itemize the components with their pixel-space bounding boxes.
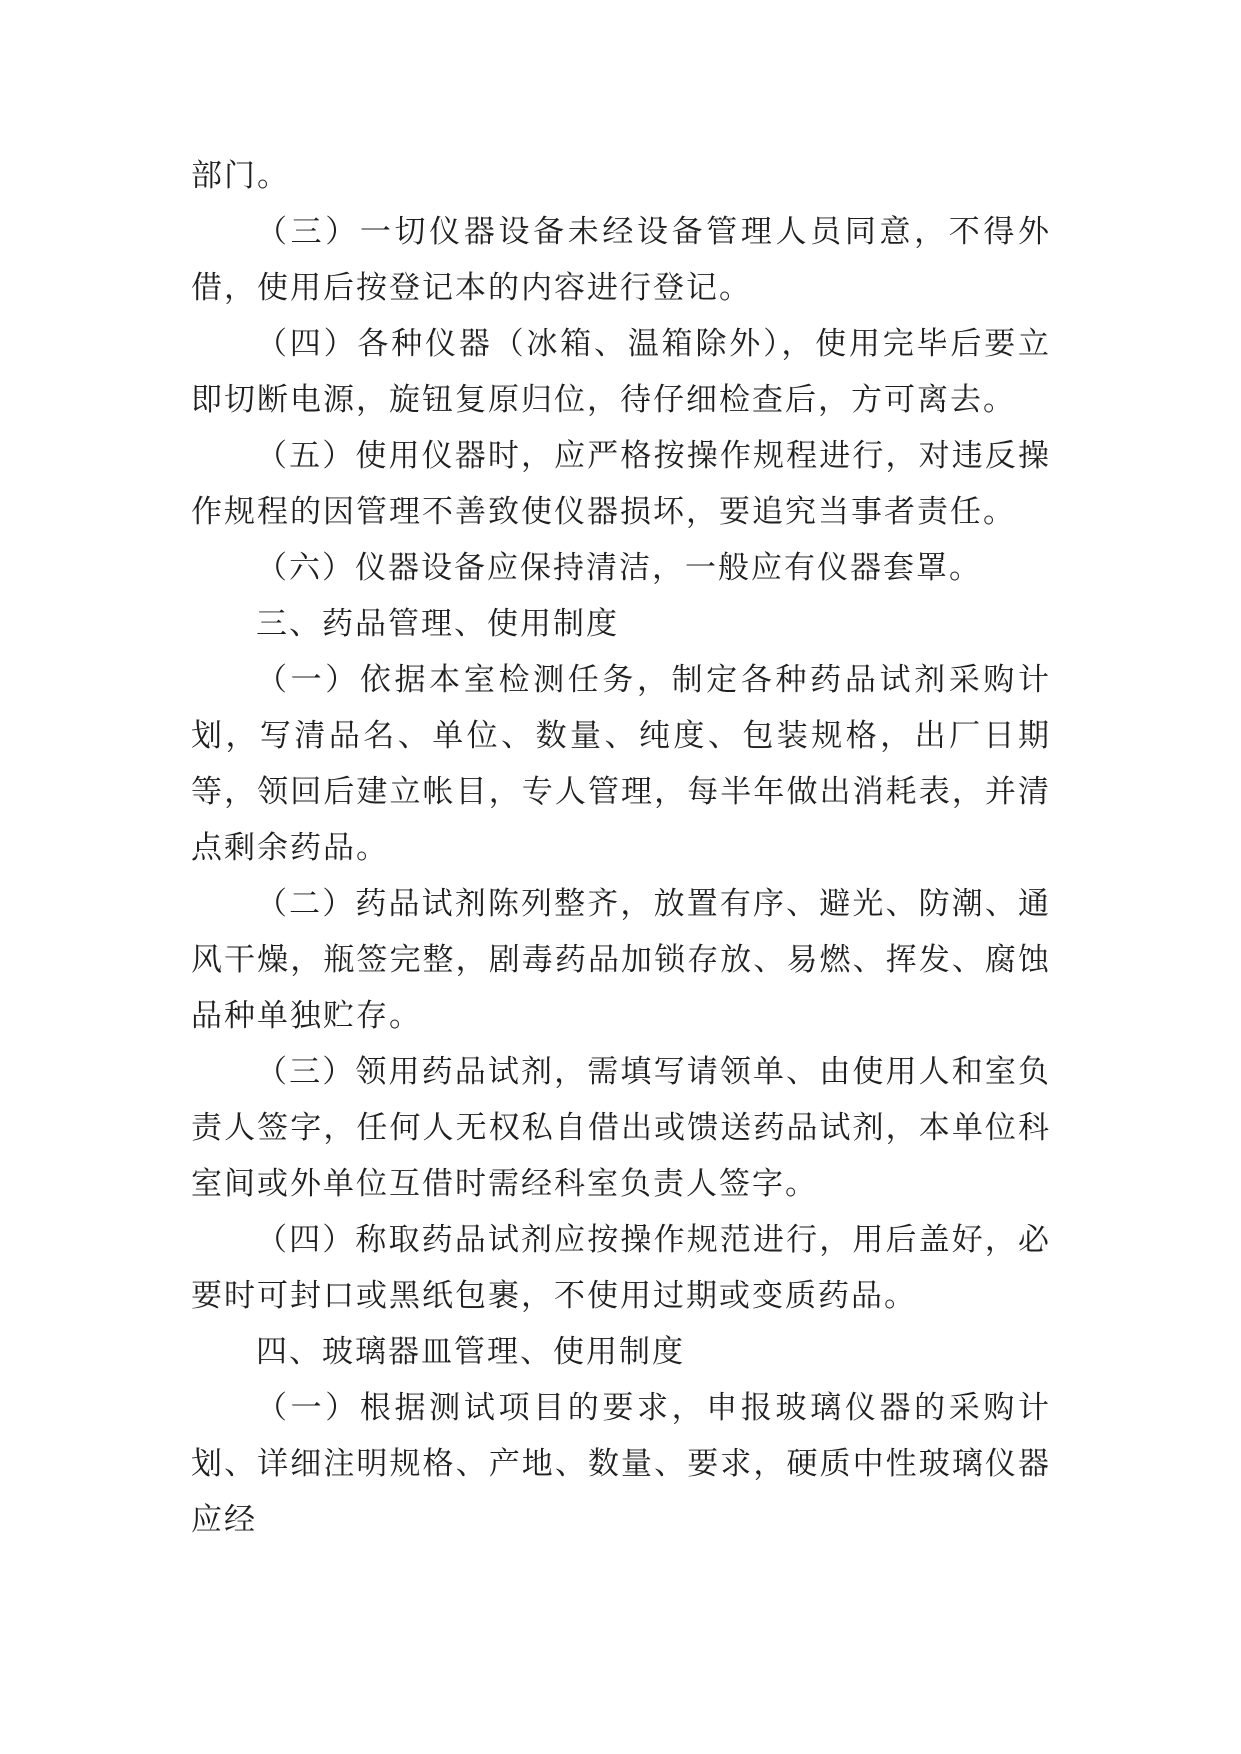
paragraph-operating-rules: （五）使用仪器时，应严格按操作规程进行，对违反操作规程的因管理不善致使仪器损坏，要追究当事者责任。: [191, 438, 1051, 530]
paragraph-cleanliness: （六）仪器设备应保持清洁，一般应有仪器套罩。: [256, 550, 982, 586]
paragraph-storage: （二）药品试剂陈列整齐，放置有序、避光、防潮、通风干燥，瓶签完整，剧毒药品加锁存放、易燃、挥发、腐蚀品种单独贮存。: [191, 886, 1051, 1034]
paragraph-continuation-department: 部门。: [191, 158, 290, 194]
paragraph-power-off: （四）各种仪器（冰箱、温箱除外），使用完毕后要立即切断电源，旋钮复原归位，待仔细检查后，方可离去。: [191, 326, 1051, 418]
paragraph-purchase-plan: （一）依据本室检测任务，制定各种药品试剂采购计划，写清品名、单位、数量、纯度、包装规格，出厂日期等，领回后建立帐目，专人管理，每半年做出消耗表，并清点剩余药品。: [191, 662, 1051, 866]
paragraph-equipment-lending: （三）一切仪器设备未经设备管理人员同意，不得外借，使用后按登记本的内容进行登记。: [191, 214, 1051, 306]
paragraph-glassware-purchase: （一）根据测试项目的要求，申报玻璃仪器的采购计划、详细注明规格、产地、数量、要求，硬质中性玻璃仪器应经: [191, 1390, 1051, 1538]
document-body: [191, 148, 1051, 1548]
paragraph-weighing: （四）称取药品试剂应按操作规范进行，用后盖好，必要时可封口或黑纸包裹，不使用过期或变质药品。: [191, 1222, 1051, 1314]
section-heading-drug-management: 三、药品管理、使用制度: [256, 606, 619, 642]
paragraph-requisition: （三）领用药品试剂，需填写请领单、由使用人和室负责人签字，任何人无权私自借出或馈送药品试剂，本单位科室间或外单位互借时需经科室负责人签字。: [191, 1054, 1051, 1202]
section-heading-glassware-management: 四、玻璃器皿管理、使用制度: [256, 1334, 685, 1370]
